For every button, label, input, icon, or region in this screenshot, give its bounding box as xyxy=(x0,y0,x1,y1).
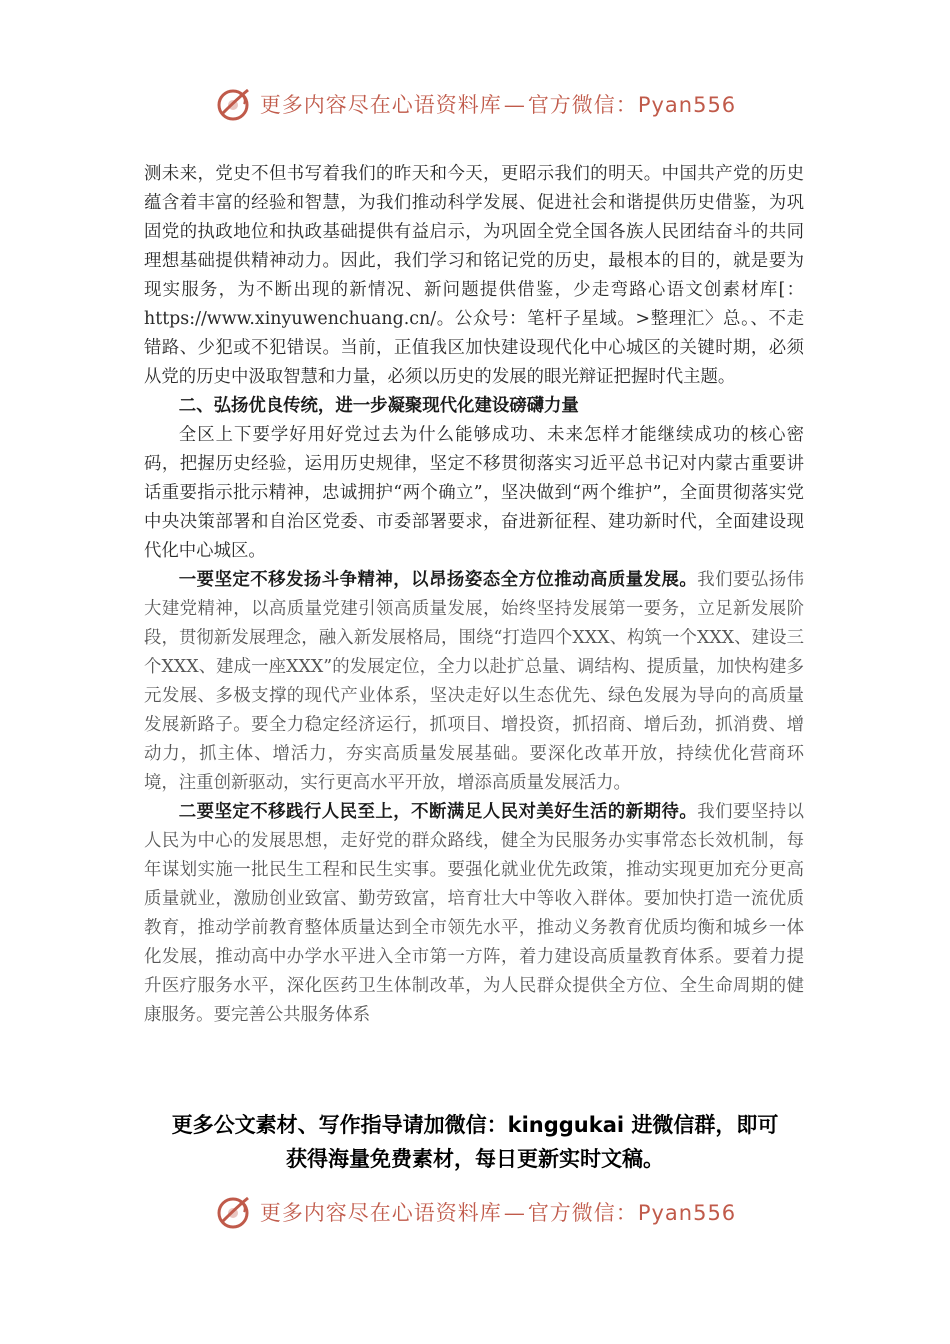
banner-main-text: 更多内容尽在心语资料库 xyxy=(259,1201,502,1225)
promo-note-line-2: 获得海量免费素材，每日更新实时文稿。 xyxy=(286,1147,664,1171)
footer-banner xyxy=(0,1190,950,1234)
banner-official-text: 官方微信： xyxy=(527,1201,638,1225)
paragraph-3 xyxy=(144,566,804,798)
paragraph-3-lead: 一要坚定不移发扬斗争精神，以昂扬姿态全方位推动高质量发展。 xyxy=(178,570,698,590)
banner-text xyxy=(260,1197,736,1227)
document-body xyxy=(144,160,804,1030)
banner-separator: — xyxy=(503,1201,526,1225)
promo-note-line-1: 更多公文素材、写作指导请加微信：kinggukai 进微信群，即可 xyxy=(171,1113,779,1137)
paragraph-4-lead: 二要坚定不移践行人民至上，不断满足人民对美好生活的新期待。 xyxy=(178,802,698,822)
paragraph-3-body: 我们要弘扬伟大建党精神，以高质量党建引领高质量发展，始终坚持发展第一要务，立足新发展阶段，贯彻新发展理念，融入新发展格局，围绕“打造四个XXX、构筑一个XXX、建设三个XXX、建成一座XXX”的发展定位，全力以赴扩总量、调结构、提质量，加快构建多元发展、多极支撑的现代产业体系，坚决走好以生态优先、绿色发展为导向的高质量发展新路子。要全力稳定经济运行，抓项目、增投资，抓招商、增后劲，抓消费、增动力，抓主体、增活力，夯实高质量发展基础。要深化改革开放，持续优化营商环境，注重创新驱动，实行更高水平开放，增添高质量发展活力。 xyxy=(144,570,804,793)
paragraph-4 xyxy=(144,798,804,1030)
banner-main-text: 更多内容尽在心语资料库 xyxy=(259,93,502,117)
banner-wechat-id: Pyan556 xyxy=(637,1201,737,1225)
banner-separator: — xyxy=(503,93,526,117)
quill-swirl-logo-icon xyxy=(214,84,254,124)
promo-note xyxy=(100,1108,850,1176)
banner-wechat-id: Pyan556 xyxy=(637,93,737,117)
banner-official-text: 官方微信： xyxy=(527,93,638,117)
paragraph-4-body: 我们要坚持以人民为中心的发展思想，走好党的群众路线，健全为民服务办实事常态长效机制，每年谋划实施一批民生工程和民生实事。要强化就业优先政策，推动实现更加充分更高质量就业，激励创业致富、勤劳致富，培育壮大中等收入群体。要加快打造一流优质教育，推动学前教育整体质量达到全市领先水平，推动义务教育优质均衡和城乡一体化发展，推动高中办学水平进入全市第一方阵，着力建设高质量教育体系。要着力提升医疗服务水平，深化医药卫生体制改革，为人民群众提供全方位、全生命周期的健康服务。要完善公共服务体系 xyxy=(144,802,804,1025)
header-banner xyxy=(0,82,950,126)
section-heading-2: 二、弘扬优良传统，进一步凝聚现代化建设磅礴力量 xyxy=(178,396,579,416)
paragraph-2: 全区上下要学好用好党过去为什么能够成功、未来怎样才能继续成功的核心密码，把握历史经验，运用历史规律，坚定不移贯彻落实习近平总书记对内蒙古重要讲话重要指示批示精神，忠诚拥护“两个确立”，坚决做到“两个维护”，全面贯彻落实党中央决策部署和自治区党委、市委部署要求，奋进新征程、建功新时代，全面建设现代化中心城区。 xyxy=(144,425,804,561)
paragraph-1: 测未来，党史不但书写着我们的昨天和今天，更昭示我们的明天。中国共产党的历史蕴含着丰富的经验和智慧，为我们推动科学发展、促进社会和谐提供历史借鉴，为巩固党的执政地位和执政基础提供有益启示，为巩固全党全国各族人民团结奋斗的共同理想基础提供精神动力。因此，我们学习和铭记党的历史，最根本的目的，就是要为现实服务，为不断出现的新情况、新问题提供借鉴，少走弯路心语文创素材库[：https://www.xinyuwenchuang.cn/。公众号：笔杆子星域。>整理汇〉总。、不走错路、少犯或不犯错误。当前，正值我区加快建设现代化中心城区的关键时期，必须从党的历史中汲取智慧和力量，必须以历史的发展的眼光辩证把握时代主题。 xyxy=(144,164,804,387)
quill-swirl-logo-icon xyxy=(214,1192,254,1232)
banner-text xyxy=(260,89,736,119)
